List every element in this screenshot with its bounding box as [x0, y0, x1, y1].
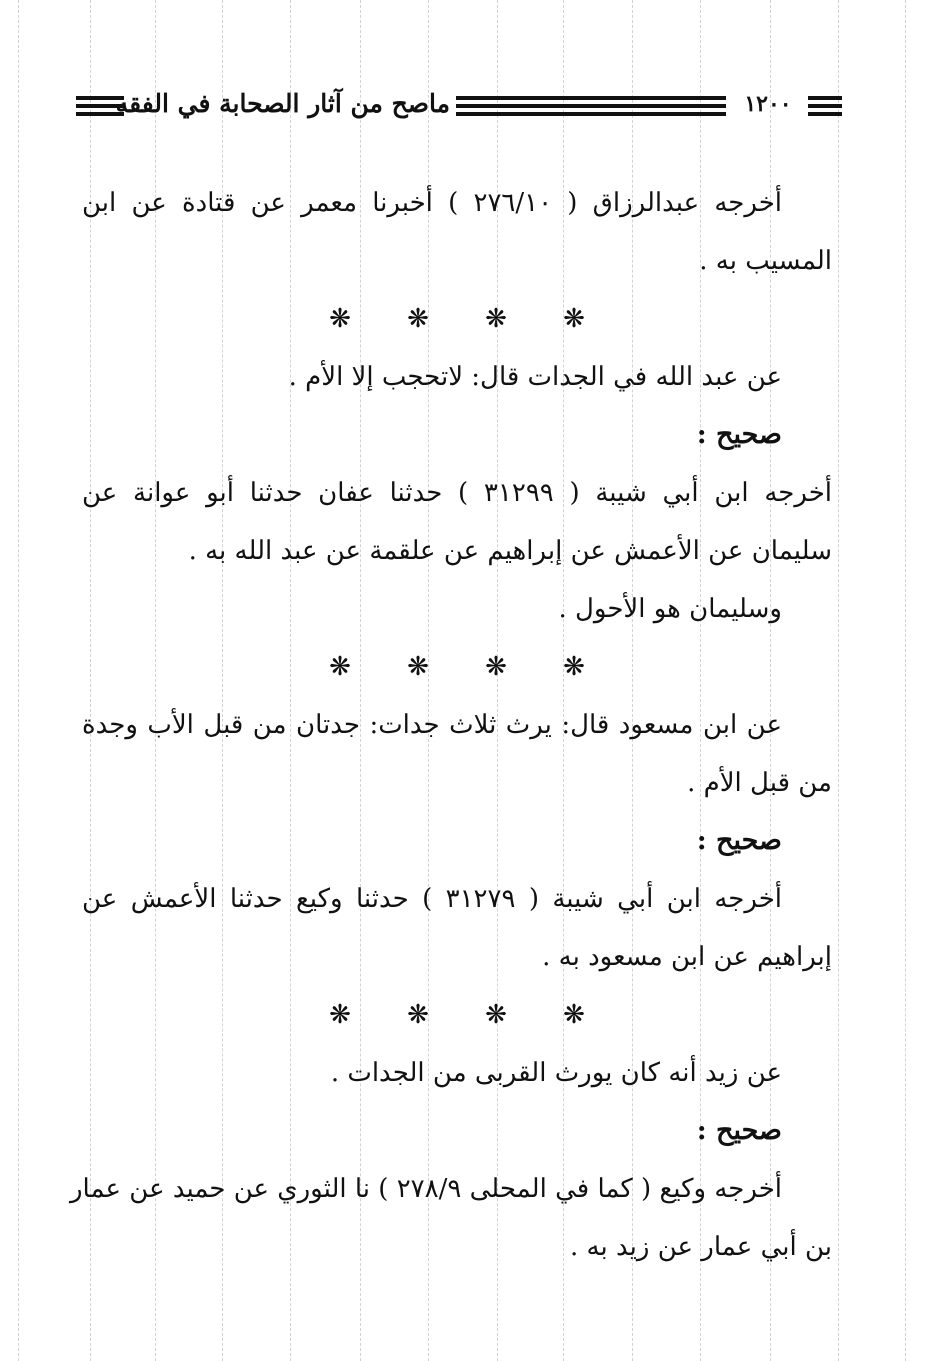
text-line: أخرجه ابن أبي شيبة ( ٣١٢٩٩ ) حدثنا عفان حدثنا أبو عوانة عن — [82, 478, 832, 508]
star-ornament-icon: ❋ — [329, 304, 351, 334]
text-line: بن أبي عمار عن زيد به . — [570, 1232, 832, 1262]
header-rule-middle — [456, 96, 726, 116]
text-line: وسليمان هو الأحول . — [558, 594, 782, 624]
text-line: أخرجه عبدالرزاق ( ٢٧٦/١٠ ) أخبرنا معمر عن قتادة عن ابن — [82, 188, 783, 218]
star-ornament-icon: ❋ — [563, 652, 585, 682]
star-ornament-icon: ❋ — [407, 1000, 429, 1030]
grade-label: صحيح : — [696, 419, 782, 450]
text-line: عن زيد أنه كان يورث القربى من الجدات . — [330, 1058, 782, 1088]
text-line: أخرجه وكيع ( كما في المحلى ٢٧٨/٩ ) نا الثوري عن حميد عن عمار — [69, 1174, 782, 1204]
star-ornament-icon: ❋ — [485, 652, 507, 682]
header-rule-right — [808, 96, 842, 116]
text-line: إبراهيم عن ابن مسعود به . — [542, 942, 832, 972]
star-ornament-icon: ❋ — [329, 1000, 351, 1030]
text-line: عن ابن مسعود قال: يرث ثلاث جدات: جدتان من قبل الأب وجدة — [82, 710, 782, 740]
page-body — [69, 174, 832, 1276]
grade-label: صحيح : — [696, 825, 782, 856]
page-header — [76, 86, 842, 126]
star-ornament-icon: ❋ — [407, 652, 429, 682]
text-line: عن عبد الله في الجدات قال: لاتحجب إلا الأم . — [288, 362, 782, 392]
star-ornament-icon: ❋ — [407, 304, 429, 334]
star-ornament-icon: ❋ — [329, 652, 351, 682]
section-divider — [82, 290, 832, 348]
page-number: ١٢٠٠ — [744, 91, 792, 117]
running-title: ماصح من آثار الصحابة في الفقه — [115, 89, 450, 118]
star-ornament-icon: ❋ — [563, 304, 585, 334]
star-ornament-icon: ❋ — [485, 304, 507, 334]
text-line: من قبل الأم . — [687, 768, 832, 798]
text-line: المسيب به . — [699, 246, 832, 276]
section-divider — [82, 638, 832, 696]
star-ornament-icon: ❋ — [563, 1000, 585, 1030]
grade-label: صحيح : — [696, 1115, 782, 1146]
star-ornament-icon: ❋ — [485, 1000, 507, 1030]
section-divider — [82, 986, 832, 1044]
text-line: أخرجه ابن أبي شيبة ( ٣١٢٧٩ ) حدثنا وكيع حدثنا الأعمش عن — [82, 884, 782, 914]
text-line: سليمان عن الأعمش عن إبراهيم عن علقمة عن عبد الله به . — [188, 536, 832, 566]
